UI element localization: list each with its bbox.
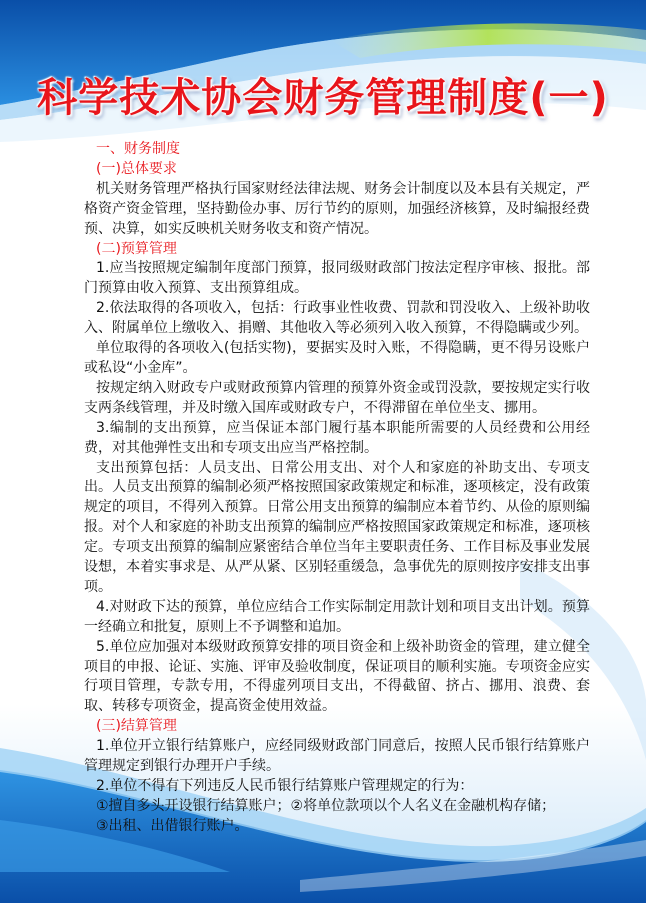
section-heading-finance: 一、财务制度 [96,141,180,157]
paragraph: 1.单位开立银行结算账户，应经同级财政部门同意后，按照人民币银行结算账户管理规定到银行办理开户手续。 [84,738,590,775]
paragraph: 按规定纳入财政专户或财政预算内管理的预算外资金或罚没款，要按规定实行收支两条线管理，并及时缴入国库或财政专户，不得滞留在单位坐支、挪用。 [84,379,590,416]
subheading-general: (一)总体要求 [96,160,177,177]
paragraph: 2.依法取得的各项收入，包括：行政事业性收费、罚款和罚没收入、上级补助收入、附属单位上缴收入、捐赠、其他收入等必须列入收入预算，不得隐瞒或少列。 [84,300,590,337]
list-item: ③出租、出借银行账户。 [96,817,249,834]
paragraph: 2.单位不得有下列违反人民币银行结算账户管理规定的行为： [96,778,474,794]
paragraph: 4.对财政下达的预算，单位应结合工作实际制定用款计划和项目支出计划。预算一经确立和批复，原则上不予调整和追加。 [84,598,590,635]
paragraph: 机关财务管理严格执行国家财经法律法规、财务会计制度以及本县有关规定，严格资产资金管理，坚持勤俭办事、厉行节约的原则，加强经济核算，及时编报经费预、决算，如实反映机关财务收支和资产情况。 [84,180,590,237]
paragraph: 支出预算包括：人员支出、日常公用支出、对个人和家庭的补助支出、专项支出。人员支出预算的编制必须严格按照国家政策规定和标准，逐项核定，没有政策规定的项目，不得列入预算。日常公用支出预算的编制应本着节约、从俭的原则编报。对个人和家庭的补助支出预算的编制应严格按照国家政策规定和标准，逐项核定。专项支出预算的编制应紧密结合单位当年主要职责任务、工作目标及事业发展设想，本着实事求是、从严从紧、区别轻重缓急，急事优先的原则按序安排支出事项。 [84,459,590,595]
document-body [84,140,590,837]
paragraph: 3.编制的支出预算，应当保证本部门履行基本职能所需要的人员经费和公用经费，对其他弹性支出和专项支出应当严格控制。 [84,419,590,456]
paragraph: 5.单位应加强对本级财政预算安排的项目资金和上级补助资金的管理，建立健全项目的申报、论证、实施、评审及验收制度，保证项目的顺利实施。专项资金应实行项目管理，专款专用，不得虚列项目支出，不得截留、挤占、挪用、浪费、套取、转移专项资金，提高资金使用效益。 [84,638,590,715]
poster-title: 科学技术协会财务管理制度(一) [37,75,609,121]
subheading-settlement: (三)结算管理 [96,718,177,735]
paragraph: 1.应当按照规定编制年度部门预算，报同级财政部门按法定程序审核、报批。部门预算由收入预算、支出预算组成。 [84,260,590,297]
paragraph: 单位取得的各项收入(包括实物)，要据实及时入账，不得隐瞒，更不得另设账户或私设“小金库”。 [84,340,590,376]
list-item: ①擅自多头开设银行结算账户；②将单位款项以个人名义在金融机构存储； [96,797,556,814]
subheading-budget: (二)预算管理 [96,240,177,257]
